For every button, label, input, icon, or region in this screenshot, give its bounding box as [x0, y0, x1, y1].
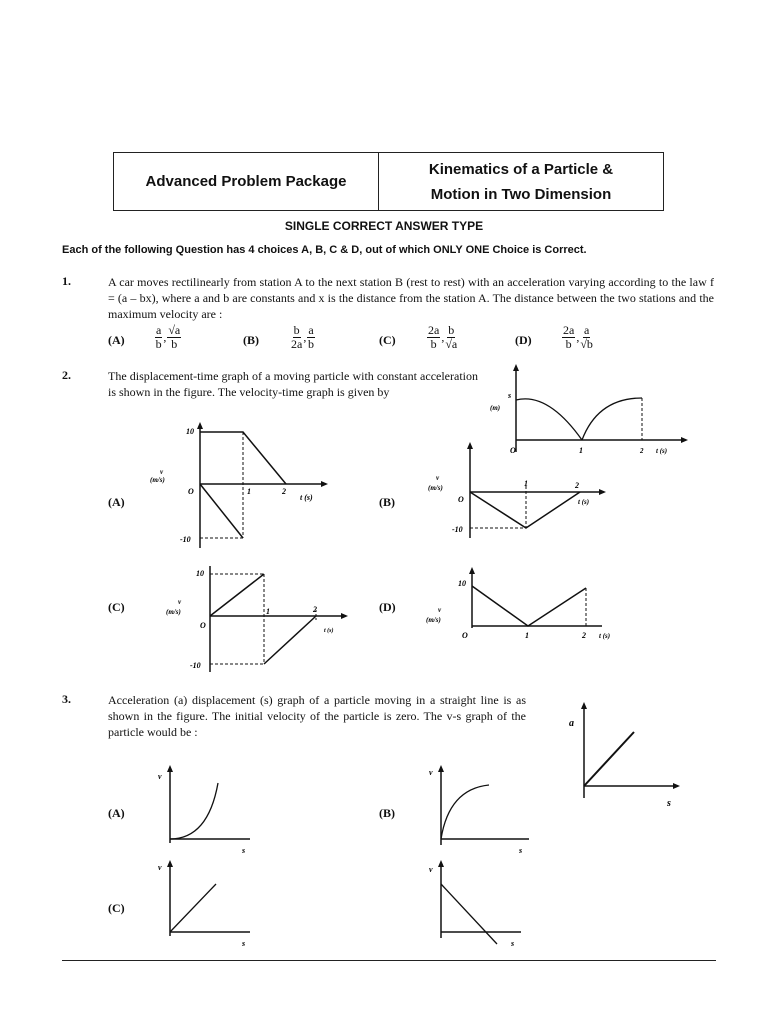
- v-line-lower: [200, 484, 243, 538]
- q1-option-c[interactable]: [427, 324, 457, 351]
- q1-c-frac2-den: √a: [445, 337, 458, 351]
- q2-option-a-graph[interactable]: [148, 420, 328, 550]
- v-axis-label: v: [178, 598, 182, 606]
- v-axis-arrow-icon: [197, 422, 203, 429]
- t1-label: 1: [579, 446, 583, 455]
- q1-b-frac2-den: b: [307, 337, 314, 351]
- t-axis-label: t (s): [656, 447, 668, 455]
- t-axis-label: t (s): [578, 498, 590, 506]
- v-axis-label: v: [160, 468, 164, 476]
- q2-option-b-graph[interactable]: [418, 440, 608, 540]
- q1-a-frac2-num: √a: [168, 323, 181, 337]
- origin-label: O: [462, 631, 468, 640]
- q3-acceleration-displacement-graph: [562, 700, 682, 810]
- v-unit-label: (m/s): [150, 476, 165, 484]
- comma: ,: [441, 330, 445, 344]
- v-line: [170, 884, 216, 932]
- v-neg-label: -10: [190, 661, 201, 670]
- q3-option-a-label[interactable]: (A): [108, 806, 125, 820]
- chapter-title-line2: Motion in Two Dimension: [430, 185, 612, 203]
- guide: [516, 397, 582, 440]
- origin-label: O: [458, 495, 464, 504]
- q2-option-d-graph[interactable]: [424, 566, 614, 644]
- comma: ,: [163, 330, 167, 344]
- q2-option-c-graph[interactable]: [160, 562, 350, 674]
- q1-option-a-label[interactable]: (A): [108, 333, 125, 347]
- t-axis-label: t (s): [599, 632, 611, 640]
- v-unit-label: (m/s): [428, 484, 443, 492]
- chapter-title-line1: Kinematics of a Particle &: [428, 160, 614, 178]
- q1-a-frac1-num: a: [156, 323, 162, 337]
- v-axis-label: v: [438, 606, 442, 614]
- v-axis-label: v: [429, 865, 433, 874]
- t1-label: 1: [247, 487, 251, 496]
- q3-option-b-graph[interactable]: [425, 763, 535, 855]
- v-axis-label: v: [436, 474, 440, 482]
- a-line: [584, 732, 634, 786]
- v-unit-label: (m/s): [426, 616, 441, 624]
- s-axis-arrow-icon: [513, 364, 519, 371]
- s-axis-arrow-icon: [673, 783, 680, 789]
- q1-text: A car moves rectilinearly from station A to the next station B (rest to rest) with an acceleration varying according to the law f = (a – bx), where a and b are constants and x is the distance from the station A. The distance between the two stations and the maximum velocity are :: [108, 275, 714, 321]
- s-axis-label: s: [667, 798, 671, 809]
- package-title: Advanced Problem Package: [114, 153, 379, 210]
- t-axis-arrow-icon: [681, 437, 688, 443]
- q3-option-d-graph[interactable]: [425, 858, 535, 950]
- q1-c-frac1-den: b: [430, 337, 437, 351]
- curve-segment-2: [582, 398, 642, 440]
- q1-option-c-label[interactable]: (C): [379, 333, 396, 347]
- v-curve: [441, 785, 489, 839]
- q2-option-b-label[interactable]: (B): [379, 495, 395, 509]
- q1-a-frac1-den: b: [155, 337, 162, 351]
- t2-label: 2: [282, 487, 286, 496]
- v-axis-label: v: [429, 768, 433, 777]
- q2-option-c-label[interactable]: (C): [108, 600, 125, 614]
- a-axis-label: a: [569, 718, 574, 729]
- t2-label: 2: [313, 605, 317, 614]
- t2-label: 2: [575, 481, 579, 490]
- v-axis-arrow-icon: [167, 765, 173, 772]
- v-pos-label: 10: [196, 569, 204, 578]
- curve-segment-1: [516, 399, 582, 440]
- t-axis-arrow-icon: [321, 481, 328, 487]
- v-axis-arrow-icon: [469, 567, 475, 574]
- t-axis-label: t (s): [324, 628, 334, 634]
- v-line-upper: [210, 574, 264, 616]
- v-line: [472, 586, 586, 626]
- v-pos-label: 10: [458, 579, 466, 588]
- v-axis-label: v: [158, 863, 162, 872]
- q3-text: Acceleration (a) displacement (s) graph of a particle moving in a straight line is as shown in the figure. The initial velocity of the particle is zero. The v-s graph of the particle would be :: [108, 693, 526, 739]
- t-axis-arrow-icon: [341, 613, 348, 619]
- q1-d-frac2-den: √b: [580, 337, 593, 351]
- q1-b-frac1-den: 2a: [291, 337, 303, 351]
- t-axis-label: t (s): [300, 493, 313, 502]
- v-line: [441, 884, 497, 944]
- q3-option-a-graph[interactable]: [154, 763, 254, 855]
- q1-option-a[interactable]: [155, 324, 181, 351]
- q2-number: 2.: [62, 368, 71, 382]
- q3-option-c-graph[interactable]: [154, 858, 254, 950]
- t1-label: 1: [524, 479, 528, 488]
- q1-option-b-label[interactable]: (B): [243, 333, 259, 347]
- q1-b-frac1-num: b: [293, 323, 300, 337]
- v-axis-label: v: [158, 772, 162, 781]
- q2-option-a-label[interactable]: (A): [108, 495, 125, 509]
- comma: ,: [576, 330, 580, 344]
- s-axis-label: s: [511, 939, 515, 948]
- q1-c-frac1-num: 2a: [428, 323, 440, 337]
- s-axis-label: s: [519, 846, 523, 855]
- s-axis-label: s: [508, 391, 512, 400]
- q3-number: 3.: [62, 692, 71, 706]
- t1-label: 1: [266, 607, 270, 616]
- q2-text: The displacement-time graph of a moving particle with constant acceleration is shown in the figure. The velocity-time graph is given by: [108, 369, 478, 399]
- q1-option-b[interactable]: [291, 324, 315, 351]
- v-neg-label: -10: [180, 535, 191, 544]
- q3-option-c-label[interactable]: (C): [108, 901, 125, 915]
- q3-option-b-label[interactable]: (B): [379, 806, 395, 820]
- section-title: SINGLE CORRECT ANSWER TYPE: [284, 219, 484, 233]
- t2-label: 2: [640, 447, 644, 455]
- v-unit-label: (m/s): [166, 608, 181, 616]
- t1-label: 1: [525, 631, 529, 640]
- v-axis-arrow-icon: [167, 860, 173, 867]
- a-axis-arrow-icon: [581, 702, 587, 709]
- v-line-lower: [264, 616, 316, 664]
- q1-b-frac2-num: a: [308, 323, 314, 337]
- instructions: Each of the following Question has 4 choices A, B, C & D, out of which ONLY ONE Choice is Correct.: [62, 244, 587, 256]
- t-axis-arrow-icon: [599, 489, 606, 495]
- q1-option-d-label[interactable]: (D): [515, 333, 532, 347]
- header-box: [113, 152, 664, 211]
- footer-divider: [62, 960, 716, 961]
- v-neg-label: -10: [452, 525, 463, 534]
- q1-d-frac2-num: a: [583, 323, 590, 337]
- v-pos-label: 10: [186, 427, 194, 436]
- t2-label: 2: [582, 631, 586, 640]
- origin-label: O: [510, 446, 516, 455]
- v-axis-arrow-icon: [438, 765, 444, 772]
- q1-a-frac2-den: b: [171, 337, 178, 351]
- q1-option-d[interactable]: [562, 324, 593, 351]
- v-line: [470, 492, 580, 528]
- s-unit-label: (m): [490, 404, 501, 412]
- v-axis-arrow-icon: [438, 860, 444, 867]
- q1-d-frac1-den: b: [565, 337, 572, 351]
- q1-c-frac2-num: b: [448, 323, 455, 337]
- v-curve: [170, 783, 218, 839]
- s-axis-label: s: [242, 846, 246, 855]
- q2-option-d-label[interactable]: (D): [379, 600, 396, 614]
- chapter-title: [379, 153, 663, 210]
- comma: ,: [303, 330, 307, 344]
- q1-number: 1.: [62, 274, 71, 288]
- v-axis-arrow-icon: [467, 442, 473, 449]
- q1-d-frac1-num: 2a: [563, 323, 575, 337]
- origin-label: O: [200, 621, 206, 630]
- origin-label: O: [188, 487, 194, 496]
- s-axis-label: s: [242, 939, 246, 948]
